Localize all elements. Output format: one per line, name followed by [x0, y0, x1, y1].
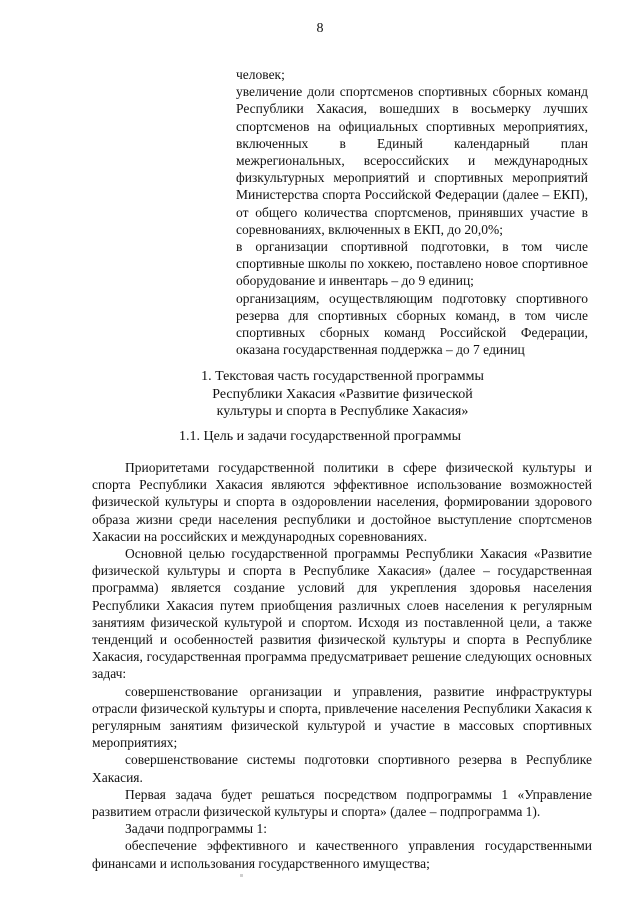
- body-paragraph: совершенствование системы подготовки спортивного резерва в Республике Хакасия.: [92, 752, 592, 785]
- body-text: [92, 459, 592, 872]
- body-paragraph: Задачи подпрограммы 1:: [125, 821, 267, 837]
- section-heading: [200, 368, 485, 421]
- indicator-line: человек;: [236, 67, 285, 82]
- section-heading-line: культуры и спорта в Республике Хакасия»: [216, 404, 469, 419]
- target-indicators-block: [236, 66, 588, 358]
- section-heading-line: 1. Текстовая часть государственной программы: [201, 369, 484, 384]
- subsection-heading: 1.1. Цель и задачи государственной программы: [178, 429, 462, 444]
- page-number: 8: [316, 21, 324, 36]
- section-heading-line: Республики Хакасия «Развитие физической: [212, 386, 473, 402]
- indicator-item: увеличение доли спортсменов спортивных сборных команд Республики Хакасия, вошедших в восьмерку лучших спортсменов на официальных спортивных мероприятиях, включенных в Единый календарный план межрегиональных, всероссийских и международных физкультурных мероприятий и спортивных мероприятий Министерства спорта Российской Федерации (далее – ЕКП), от общего количества спортсменов, принявших участие в соревнованиях, включенных в ЕКП, до 20,0%;: [236, 84, 588, 237]
- indicator-item: в организации спортивной подготовки, в том числе спортивные школы по хоккею, поставлено новое спортивное оборудование и инвентарь – до 9 единиц;: [236, 239, 588, 289]
- scan-artifact: [240, 874, 243, 877]
- body-paragraph: обеспечение эффективного и качественного управления государственными финансами и использования государственного имущества;: [92, 838, 592, 871]
- body-paragraph: Первая задача будет решаться посредством подпрограммы 1 «Управление развитием отрасли физической культуры и спорта» (далее – подпрограмма 1).: [92, 786, 592, 820]
- body-paragraph: Приоритетами государственной политики в сфере физической культуры и спорта Республики Хакасия являются эффективное использование возможностей физической культуры и спорта в оздоровлении населения, формировании здорового образа жизни среди населения республики и достойное выступление спортсменов Хакасии на российских и международных соревнованиях.: [92, 460, 592, 544]
- body-paragraph: Основной целью государственной программы Республики Хакасия «Развитие физической культуры и спорта в Республике Хакасия» (далее – государственная программа) является создание условий для укрепления здоровья населения Республики Хакасия путем приобщения различных слоев населения к регулярным занятиям физической культурой и спортом. Исходя из поставленной цели, а также тенденций и особенностей развития физической культуры и спорта в Республике Хакасия, государственная программа предусматривает решение следующих основных задач:: [92, 546, 592, 682]
- body-paragraph: совершенствование организации и управления, развитие инфраструктуры отрасли физической культуры и спорта, привлечение населения Республики Хакасия к регулярным занятиям физической культурой и участие в массовых спортивных мероприятиях;: [92, 683, 592, 751]
- indicator-item: организациям, осуществляющим подготовку спортивного резерва для спортивных сборных команд, в том числе спортивных сборных команд Российской Федерации, оказана государственная поддержка – до 7 единиц: [236, 290, 588, 358]
